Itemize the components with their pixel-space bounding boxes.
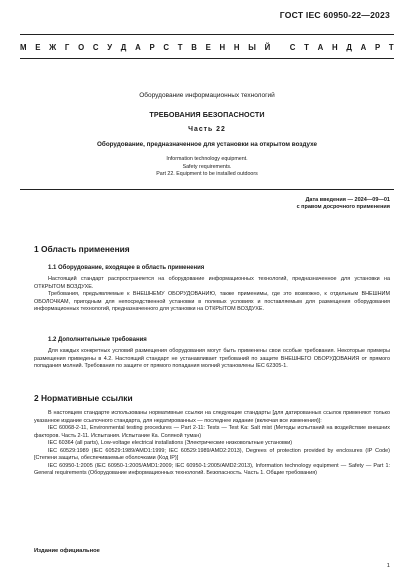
header-rule-bottom — [20, 58, 394, 59]
subsection-1-1-heading: 1.1 Оборудование, входящее в область применения — [48, 265, 205, 271]
reference-item: IEC 60950-1:2005 (IEC 60950-1:2005/AMD1:2009; IEC 60950-1:2005/AMD2:2013), Information technology equipment — Safety — Part 1: General requirements (Оборудование информационных технологий. Безопасность. Часть 1. Общие требования) — [34, 462, 390, 477]
interstate-letter: Т — [177, 43, 183, 52]
introduction-date-note: с правом досрочного применения — [296, 204, 390, 211]
interstate-letter: Н — [331, 43, 338, 52]
paragraph: Настоящий стандарт распространяется на оборудование информационных технологий, предназначенное для установки на ОТКРЫТОМ ВОЗДУХЕ. — [34, 276, 390, 290]
interstate-letter: У — [107, 43, 113, 52]
english-title — [20, 156, 394, 179]
introduction-date — [297, 197, 390, 211]
interstate-letter: А — [135, 43, 141, 52]
interstate-letter: С — [289, 43, 296, 52]
interstate-letter: Д — [346, 43, 352, 52]
title-block-rule — [20, 189, 394, 190]
interstate-letter: А — [317, 43, 324, 52]
header-rule-top — [20, 34, 394, 35]
paragraph: Требования, предъявляемые к ВНЕШНЕМУ ОБОРУДОВАНИЮ, также применимы, где это возможно, к отдельным ВНЕШНИМ ОБОЛОЧКАМ, пригодным для непосредственной установки в полевых условиях и поставляемым для размещения оборудования информационных технологий, предназначенного для установки на ОТКРЫТОМ ВОЗДУХЕ. — [34, 291, 390, 313]
interstate-letter: Т — [388, 43, 394, 52]
page-number: 1 — [386, 563, 390, 569]
document-code: ГОСТ IEC 60950-22—2023 — [279, 10, 390, 20]
interstate-letter: В — [191, 43, 197, 52]
subsection-1-1-text — [34, 276, 390, 314]
interstate-letter: Е — [205, 43, 211, 52]
standard-title: ТРЕБОВАНИЯ БЕЗОПАСНОСТИ — [149, 110, 265, 119]
interstate-letter: Д — [120, 43, 127, 52]
interstate-letter: Т — [304, 43, 309, 52]
official-edition-label: Издание официальное — [34, 548, 100, 554]
interstate-letter: Н — [219, 43, 226, 52]
interstate-letter: Р — [149, 43, 155, 52]
english-title-line: Part 22. Equipment to be installed outdoors — [156, 171, 258, 178]
interstate-letter: О — [78, 43, 85, 52]
subsection-1-2-heading: 1.2 Дополнительные требования — [48, 337, 147, 343]
interstate-letter: Ж — [49, 43, 57, 52]
reference-item: IEC 60364 (all parts), Low-voltage electrical installations (Электрические низковольтные установки) — [48, 440, 293, 447]
interstate-letter: М — [20, 43, 27, 52]
interstate-letter: С — [92, 43, 99, 52]
interstate-letter — [279, 43, 281, 52]
paragraph: В настоящем стандарте использованы нормативные ссылки на следующие стандарты [для датированных ссылок применяют только указанное издание ссылочного стандарта, для недатированных — последнее издание (включая все изменения)]: — [34, 410, 390, 424]
english-title-line: Safety requirements. — [182, 163, 232, 170]
interstate-letter: Г — [64, 43, 70, 52]
subsection-1-2-text — [34, 348, 390, 371]
part-title: Оборудование, предназначенное для установки на открытом воздухе — [97, 141, 317, 148]
section-1-heading: 1 Область применения — [34, 244, 130, 254]
interstate-letter: А — [360, 43, 367, 52]
interstate-letter: Й — [264, 43, 271, 52]
reference-item: IEC 60529:1989 (IEC 60529:1989/AMD1:1999; IEC 60529:1989/AMD2:2013), Degrees of protection provided by enclosures (IP Code) [Степени защиты, обеспечиваемые оболочками (Код IP)] — [34, 447, 390, 462]
interstate-letter: С — [163, 43, 169, 52]
interstate-letter: Ы — [248, 43, 256, 52]
interstate-letter: Н — [233, 43, 240, 52]
standard-subject: Оборудование информационных технологий — [139, 92, 275, 99]
interstate-letter: Р — [374, 43, 381, 52]
section-2-heading: 2 Нормативные ссылки — [34, 393, 133, 403]
english-title-line: Information technology equipment. — [166, 156, 248, 162]
part-label: Часть 22 — [188, 126, 226, 133]
interstate-standard-banner — [20, 43, 394, 52]
interstate-letter: Е — [35, 43, 41, 52]
paragraph: Для каждых конкретных условий размещения оборудования могут быть применены свои особые требования. Некоторые примеры размещения приведены в 4.2. Настоящий стандарт не устанавливает требований по защите ВНЕШНЕГО ОБОРУДОВАНИЯ от прямого попадания молний. Требования по защите от прямого попадания молний установлены IEC 62305-1. — [34, 348, 390, 370]
introduction-date-label: Дата введения — 2024—09—01 — [305, 197, 390, 203]
section-2-text — [34, 410, 390, 478]
reference-item: IEC 60068-2-11, Environmental testing procedures — Part 2-11: Tests — Test Ka: Salt mist (Методы испытаний на воздействие внешних факторов. Часть 2-11. Испытания. Испытание Ка. Соляной туман) — [34, 425, 390, 439]
